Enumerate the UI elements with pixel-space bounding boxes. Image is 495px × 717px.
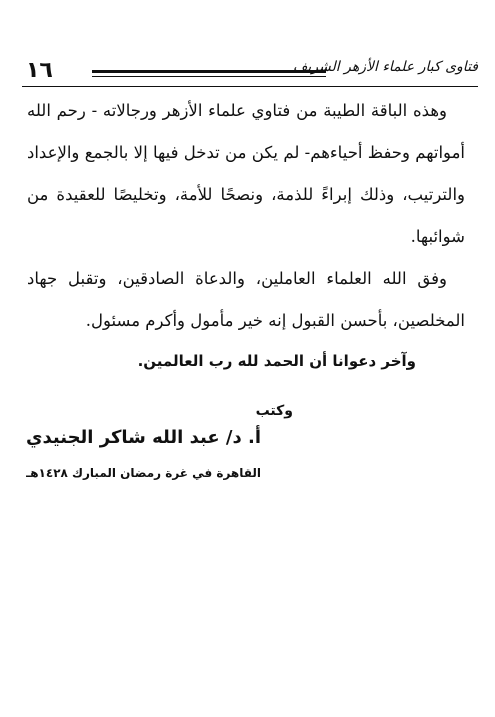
place-and-date: القاهرة في غرة رمضان المبارك ١٤٢٨هـ (26, 466, 261, 480)
paragraph-intro: وهذه الباقة الطيبة من فتاوي علماء الأزهر ورجالاته - رحم الله أمواتهم وحفظ أحياءهم- لم يكن من تدخل فيها إلا بالجمع والإعداد والترتيب، وذلك إبراءً للذمة، ونصحًا للأمة، وتخليصًا للعقيدة من شوائبها. (27, 101, 465, 246)
paragraph-prayer: وفق الله العلماء العاملين، والدعاة الصادقين، وتقبل جهاد المخلصين، بأحسن القبول إنه خير مأمول وأكرم مسئول. (27, 269, 465, 330)
running-title: فتاوى كبار علماء الأزهر الشريف (292, 59, 478, 75)
header-divider (22, 86, 478, 87)
author-name: أ. د/ عبد الله شاكر الجنيدي (25, 427, 261, 448)
closing-line: وآخر دعوانا أن الحمد لله رب العالمين. (137, 352, 416, 370)
header-rule (92, 70, 326, 77)
page-header (22, 52, 478, 92)
body-text (27, 90, 465, 342)
signature-wrote: وكتب (255, 403, 293, 419)
page-number: ١٦ (26, 58, 53, 83)
